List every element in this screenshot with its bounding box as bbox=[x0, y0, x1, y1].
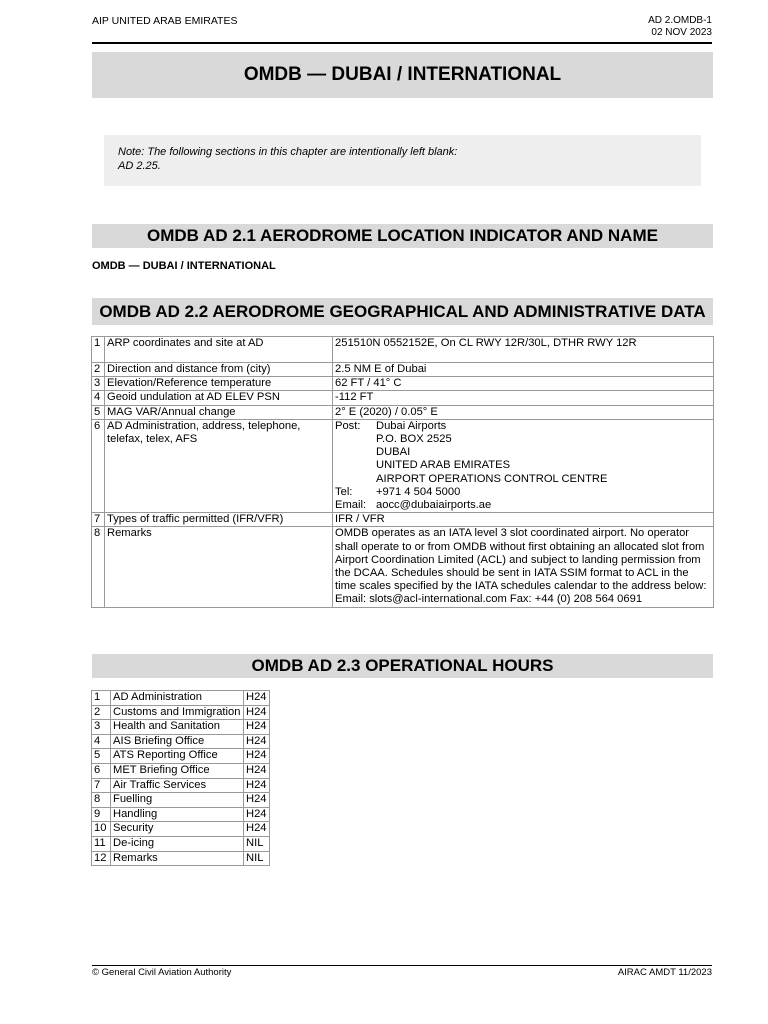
tel-label: Tel: bbox=[335, 485, 353, 498]
note-box bbox=[104, 135, 701, 186]
table-row bbox=[92, 705, 270, 720]
header-page-info bbox=[648, 15, 712, 39]
row-label: MAG VAR/Annual change bbox=[105, 405, 333, 419]
table-row bbox=[92, 720, 270, 735]
row-value: H24 bbox=[244, 691, 270, 706]
row-number: 7 bbox=[92, 778, 111, 793]
row-label: Remarks bbox=[111, 851, 244, 866]
footer-rule bbox=[92, 965, 712, 966]
table-row bbox=[92, 793, 270, 808]
row-label: Fuelling bbox=[111, 793, 244, 808]
row-number: 8 bbox=[92, 793, 111, 808]
row-value: NIL bbox=[244, 836, 270, 851]
row-label: Direction and distance from (city) bbox=[105, 363, 333, 377]
post-line: UNITED ARAB EMIRATES bbox=[376, 459, 511, 472]
row-label: Geoid undulation at AD ELEV PSN bbox=[105, 391, 333, 405]
table-row bbox=[92, 763, 270, 778]
row-label: ATS Reporting Office bbox=[111, 749, 244, 764]
table-row bbox=[92, 822, 270, 837]
row-value: H24 bbox=[244, 778, 270, 793]
row-value: -112 FT bbox=[333, 391, 714, 405]
row-label: Customs and Immigration bbox=[111, 705, 244, 720]
row-number: 12 bbox=[92, 851, 111, 866]
note-line-2: AD 2.25. bbox=[118, 159, 161, 172]
row-value: 2° E (2020) / 0.05° E bbox=[333, 405, 714, 419]
table-row bbox=[92, 391, 714, 405]
row-value: IFR / VFR bbox=[333, 513, 714, 527]
table-row bbox=[92, 734, 270, 749]
row-number: 2 bbox=[92, 705, 111, 720]
email-value: aocc@dubaiairports.ae bbox=[376, 499, 492, 512]
row-value: 62 FT / 41° C bbox=[333, 377, 714, 391]
row-number: 5 bbox=[92, 405, 105, 419]
table-row bbox=[92, 807, 270, 822]
row-number: 2 bbox=[92, 363, 105, 377]
row-number: 4 bbox=[92, 734, 111, 749]
operational-hours-table bbox=[91, 690, 270, 866]
section-2-2-title: OMDB AD 2.2 AERODROME GEOGRAPHICAL AND ADMINISTRATIVE DATA bbox=[92, 298, 713, 325]
table-row bbox=[92, 337, 714, 363]
table-row bbox=[92, 836, 270, 851]
header-date: 02 NOV 2023 bbox=[651, 27, 712, 38]
row-label: Air Traffic Services bbox=[111, 778, 244, 793]
row-number: 4 bbox=[92, 391, 105, 405]
row-number: 6 bbox=[92, 763, 111, 778]
row-number: 1 bbox=[92, 691, 111, 706]
row-value: NIL bbox=[244, 851, 270, 866]
row-number: 9 bbox=[92, 807, 111, 822]
geo-admin-table bbox=[91, 336, 714, 608]
post-label: Post: bbox=[335, 419, 361, 432]
email-label: Email: bbox=[335, 499, 367, 512]
row-label: MET Briefing Office bbox=[111, 763, 244, 778]
table-row bbox=[92, 363, 714, 377]
row-label: AIS Briefing Office bbox=[111, 734, 244, 749]
row-label: De-icing bbox=[111, 836, 244, 851]
row-value: 251510N 0552152E, On CL RWY 12R/30L, DTHR RWY 12R bbox=[333, 337, 714, 363]
table-row bbox=[92, 691, 270, 706]
row-label: ARP coordinates and site at AD bbox=[105, 337, 333, 363]
row-number: 6 bbox=[92, 419, 105, 512]
header-publication: AIP UNITED ARAB EMIRATES bbox=[92, 15, 238, 27]
row-number: 5 bbox=[92, 749, 111, 764]
row-value: H24 bbox=[244, 763, 270, 778]
row-value: H24 bbox=[244, 720, 270, 735]
row-label: Elevation/Reference temperature bbox=[105, 377, 333, 391]
row-value: H24 bbox=[244, 749, 270, 764]
row-value: H24 bbox=[244, 822, 270, 837]
row-number: 3 bbox=[92, 377, 105, 391]
page-title: OMDB — DUBAI / INTERNATIONAL bbox=[92, 52, 713, 98]
remarks-value: OMDB operates as an IATA level 3 slot coordinated airport. No operator shall operate to or from OMDB without first obtaining an allocated slot from Airport Coordination Limited (ACL) and subject to landing permission from the DCAA. Schedules should be sent in IATA SSIM format to ACL in the time scales specified by the IATA schedules calendar to the address below: Email: slots@acl-international.com Fax: +44 (0) 208 564 0691 bbox=[333, 527, 714, 607]
row-label: Remarks bbox=[105, 527, 333, 607]
table-row bbox=[92, 405, 714, 419]
row-label: AD Administration bbox=[111, 691, 244, 706]
post-line: Dubai Airports bbox=[376, 419, 447, 432]
footer-copyright: © General Civil Aviation Authority bbox=[92, 967, 232, 978]
post-line: AIRPORT OPERATIONS CONTROL CENTRE bbox=[376, 472, 608, 485]
table-row bbox=[92, 749, 270, 764]
row-value: H24 bbox=[244, 793, 270, 808]
post-line: P.O. BOX 2525 bbox=[376, 433, 452, 446]
row-value: 2.5 NM E of Dubai bbox=[333, 363, 714, 377]
table-row bbox=[92, 778, 270, 793]
admin-contact bbox=[333, 419, 714, 512]
header-rule bbox=[92, 42, 712, 44]
row-number: 7 bbox=[92, 513, 105, 527]
row-number: 8 bbox=[92, 527, 105, 607]
row-value: H24 bbox=[244, 705, 270, 720]
row-number: 11 bbox=[92, 836, 111, 851]
row-number: 3 bbox=[92, 720, 111, 735]
table-row bbox=[92, 513, 714, 527]
row-label: Handling bbox=[111, 807, 244, 822]
row-label: AD Administration, address, telephone, telefax, telex, AFS bbox=[105, 419, 333, 512]
row-value: H24 bbox=[244, 734, 270, 749]
post-line: DUBAI bbox=[376, 446, 411, 459]
row-number: 10 bbox=[92, 822, 111, 837]
table-row bbox=[92, 377, 714, 391]
table-row bbox=[92, 419, 714, 512]
table-row bbox=[92, 851, 270, 866]
row-label: Security bbox=[111, 822, 244, 837]
section-2-3-title: OMDB AD 2.3 OPERATIONAL HOURS bbox=[92, 654, 713, 678]
row-label: Types of traffic permitted (IFR/VFR) bbox=[105, 513, 333, 527]
section-2-1-title: OMDB AD 2.1 AERODROME LOCATION INDICATOR AND NAME bbox=[92, 224, 713, 248]
row-label: Health and Sanitation bbox=[111, 720, 244, 735]
row-number: 1 bbox=[92, 337, 105, 363]
row-value: H24 bbox=[244, 807, 270, 822]
footer-amendment: AIRAC AMDT 11/2023 bbox=[617, 967, 712, 978]
header-page-code: AD 2.OMDB-1 bbox=[648, 15, 712, 26]
note-line-1: Note: The following sections in this chapter are intentionally left blank: bbox=[118, 146, 458, 158]
aerodrome-name: OMDB — DUBAI / INTERNATIONAL bbox=[92, 260, 276, 272]
table-row bbox=[92, 527, 714, 607]
tel-value: +971 4 504 5000 bbox=[376, 485, 461, 498]
